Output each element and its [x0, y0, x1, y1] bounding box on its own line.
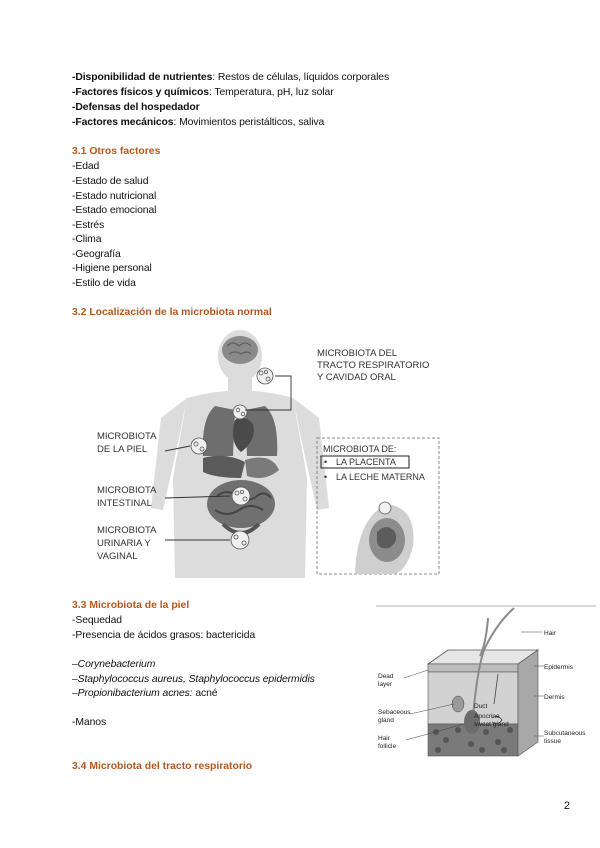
text-line: -Sequedad [72, 615, 122, 626]
list-item: -Estilo de vida [72, 278, 136, 289]
label-intestinal-2: INTESTINAL [97, 498, 152, 509]
label-dead-layer-1: Dead [378, 673, 394, 680]
list-item: -Higiene personal [72, 263, 152, 274]
factor-line: -Factores mecánicos: Movimientos peristálticos, saliva [72, 117, 325, 128]
brain-icon [222, 336, 258, 364]
label-urinary-2: URINARIA Y [97, 538, 151, 549]
label-apocrine-2: sweat gland [474, 721, 509, 728]
text-line: -Manos [72, 717, 107, 728]
species-line: –Propionibacterium acnes: acné [72, 688, 218, 699]
list-item: -Estado nutricional [72, 191, 157, 202]
label-urinary-3: VAGINAL [97, 551, 138, 562]
pregnancy-icon [355, 502, 413, 574]
label-follicle-1: Hair [378, 735, 390, 742]
factor-line: -Defensas del hospedador [72, 102, 200, 113]
label-epidermis: Epidermis [544, 664, 573, 671]
label-duct: Duct [474, 703, 488, 710]
skin-diagram [376, 604, 596, 766]
label-intestinal-1: MICROBIOTA [97, 485, 157, 496]
label-urinary-1: MICROBIOTA [97, 525, 157, 536]
box-bullet: • [324, 472, 328, 482]
text-line: -Presencia de ácidos grasos: bactericida [72, 630, 256, 641]
label-apocrine-1: Apocrine [474, 713, 500, 720]
label-respiratory-2: TRACTO RESPIRATORIO [317, 360, 430, 371]
label-subcutaneous-2: tissue [544, 738, 561, 745]
section-heading-3-4: 3.4 Microbiota del tracto respiratorio [72, 761, 253, 772]
factor-line: -Factores físicos y químicos: Temperatura, pH, luz solar [72, 87, 334, 98]
section-heading-3-1: 3.1 Otros factores [72, 146, 161, 157]
label-dead-layer-2: layer [378, 681, 393, 688]
section-heading-3-2: 3.2 Localización de la microbiota normal [72, 307, 272, 318]
species-line: –Staphylococcus aureus, Staphylococcus epidermidis [72, 674, 315, 685]
list-item: -Estado emocional [72, 205, 157, 216]
list-item: -Estado de salud [72, 176, 149, 187]
box-item-placenta: LA PLACENTA [336, 457, 396, 467]
box-title: MICROBIOTA DE: [323, 444, 397, 454]
label-subcutaneous-1: Subcutaneous [544, 730, 586, 737]
label-dermis: Dermis [544, 694, 565, 701]
label-skin-2: DE LA PIEL [97, 444, 148, 455]
list-item: -Estrés [72, 220, 105, 231]
label-sebaceous-2: gland [378, 717, 394, 724]
label-respiratory-3: Y CAVIDAD ORAL [317, 372, 396, 383]
list-item: -Edad [72, 161, 100, 172]
microbiota-body-figure [95, 328, 445, 578]
list-item: -Geografía [72, 249, 121, 260]
label-follicle-2: follicle [378, 743, 397, 750]
list-item: -Clima [72, 234, 102, 245]
label-hair: Hair [544, 630, 556, 637]
section-heading-3-3: 3.3 Microbiota de la piel [72, 600, 190, 611]
box-item-milk: LA LECHE MATERNA [336, 472, 425, 482]
species-line: –Corynebacterium [72, 659, 156, 670]
page-number: 2 [563, 800, 570, 812]
label-respiratory-1: MICROBIOTA DEL [317, 348, 398, 359]
label-skin-1: MICROBIOTA [97, 431, 157, 442]
factor-line: -Disponibilidad de nutrientes: Restos de células, líquidos corporales [72, 72, 390, 83]
box-bullet: • [324, 457, 328, 467]
label-sebaceous-1: Sebaceous [378, 709, 411, 716]
